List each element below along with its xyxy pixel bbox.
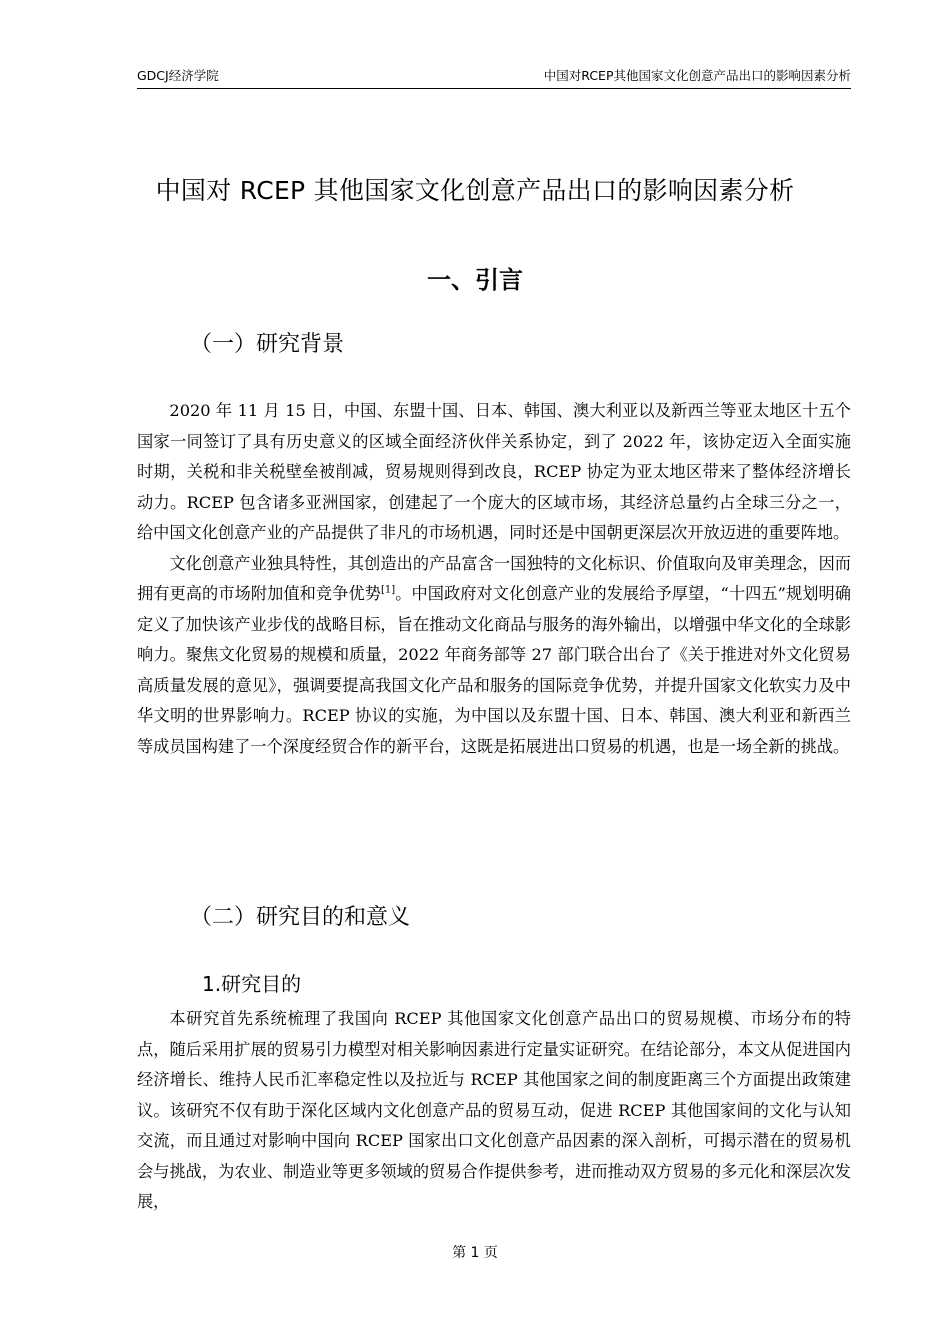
purpose-paragraphs [137, 1004, 851, 1218]
citation-ref-1[interactable]: [1] [380, 584, 396, 596]
background-paragraph-2-text-a: 文化创意产业独具特性，其创造出的产品富含一国独特的文化标识、价值取向及审美理念，因而拥有更高的市场附加值和竞争优势 [137, 553, 851, 603]
background-paragraphs [137, 396, 851, 762]
header-institution: GDCJ经济学院 [137, 68, 219, 83]
header-paper-title: 中国对RCEP其他国家文化创意产品出口的影响因素分析 [543, 68, 851, 83]
item-heading-research-purpose: 1.研究目的 [202, 972, 302, 996]
background-paragraph-2-text-b: 。中国政府对文化创意产业的发展给予厚望，“十四五”规划明确定义了加快该产业步伐的战略目标，旨在推动文化商品与服务的海外输出，以增强中华文化的全球影响力。聚焦文化贸易的规模和质量，2022 年商务部等 27 部门联合出台了《关于推进对外文化贸易高质量发展的意见》，强调要提高我国文化产品和服务的国际竞争优势，并提升国家文化软实力及中华文明的世界影响力。RCEP 协议的实施，为中国以及东盟十国、日本、韩国、澳大利亚和新西兰等成员国构建了一个深度经贸合作的新平台，这既是拓展进出口贸易的机遇，也是一场全新的挑战。 [137, 584, 851, 756]
background-paragraph-2 [137, 549, 851, 763]
subsection-heading-purpose: （二）研究目的和意义 [190, 905, 411, 930]
paper-title: 中国对 RCEP 其他国家文化创意产品出口的影响因素分析 [155, 176, 795, 205]
background-paragraph-1: 2020 年 11 月 15 日，中国、东盟十国、日本、韩国、澳大利亚以及新西兰等亚太地区十五个国家一同签订了具有历史意义的区域全面经济伙伴关系协定，到了 2022 年，该协定迈入全面实施时期，关税和非关税壁垒被削减，贸易规则得到改良，RCEP 协定为亚太地区带来了整体经济增长动力。RCEP 包含诸多亚洲国家，创建起了一个庞大的区域市场，其经济总量约占全球三分之一，给中国文化创意产业的产品提供了非凡的市场机遇，同时还是中国朝更深层次开放迈进的重要阵地。 [137, 401, 851, 542]
section-heading-introduction: 一、引言 [427, 266, 523, 294]
subsection-heading-background: （一）研究背景 [190, 332, 345, 357]
page-number: 第 1 页 [452, 1245, 498, 1261]
purpose-paragraph-1: 本研究首先系统梳理了我国向 RCEP 其他国家文化创意产品出口的贸易规模、市场分布的特点，随后采用扩展的贸易引力模型对相关影响因素进行定量实证研究。在结论部分，本文从促进国内经济增长、维持人民币汇率稳定性以及拉近与 RCEP 其他国家之间的制度距离三个方面提出政策建议。该研究不仅有助于深化区域内文化创意产品的贸易互动，促进 RCEP 其他国家间的文化与认知交流，而且通过对影响中国向 RCEP 国家出口文化创意产品因素的深入剖析，可揭示潜在的贸易机会与挑战，为农业、制造业等更多领域的贸易合作提供参考，进而推动双方贸易的多元化和深层次发展， [137, 1009, 851, 1211]
running-header [137, 66, 851, 89]
